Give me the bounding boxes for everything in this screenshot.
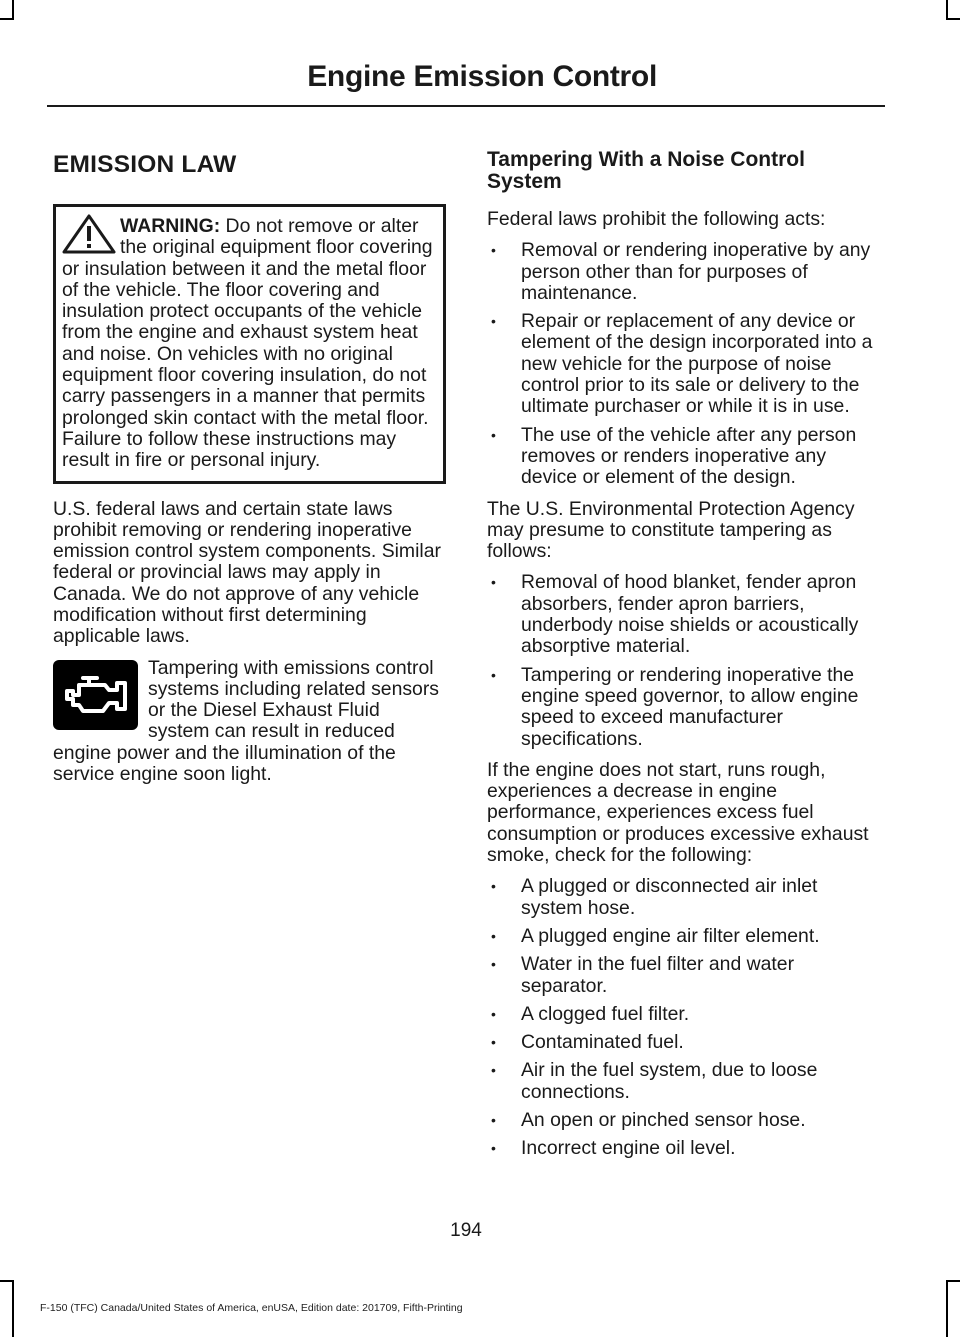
crop-mark xyxy=(946,0,948,20)
list-item: • Tampering or rendering inoperative the engine speed governor, to allow engine speed to exceed manufacturer specifications. xyxy=(487,665,880,750)
section-heading: EMISSION LAW xyxy=(53,151,237,178)
crop-mark xyxy=(946,1280,948,1337)
list-item: • Contaminated fuel. xyxy=(487,1032,880,1053)
crop-mark xyxy=(12,1280,14,1337)
list-item: • The use of the vehicle after any person removes or renders inoperative any device or element of the design. xyxy=(487,425,880,489)
list-item: • Air in the fuel system, due to loose connections. xyxy=(487,1060,880,1103)
list-item: • Removal of hood blanket, fender apron absorbers, fender apron barriers, underbody noise shields or acoustically absorptive material. xyxy=(487,572,880,657)
paragraph: The U.S. Environmental Protection Agency may presume to constitute tampering as follows: xyxy=(487,497,855,563)
bullet-list xyxy=(487,240,880,488)
list-item: • An open or pinched sensor hose. xyxy=(487,1110,880,1131)
warning-box xyxy=(53,204,446,484)
crop-mark xyxy=(0,18,14,20)
warning-triangle-icon xyxy=(62,214,116,254)
bullet-list xyxy=(487,876,880,1159)
paragraph: Tampering with emissions control systems including related sensors or the Diesel Exhaust Fluid system can result in reduced engine power and the illumination of the service engine soon light. xyxy=(53,656,439,786)
footer-text: F-150 (TFC) Canada/United States of America, enUSA, Edition date: 201709, Fifth-Printing xyxy=(40,1302,463,1314)
page-title: Engine Emission Control xyxy=(307,60,657,93)
warning-label: WARNING: xyxy=(120,214,221,237)
right-column xyxy=(487,140,880,1170)
list-item: • Repair or replacement of any device or element of the design incorporated into a new vehicle for the purpose of noise control prior to its sale or delivery to the ultimate purchaser or while it is in use. xyxy=(487,311,880,417)
section-heading: Tampering With a Noise Control System xyxy=(487,148,805,193)
bullet-list xyxy=(487,572,880,749)
engine-warning-icon xyxy=(53,660,138,730)
list-item: • Water in the fuel filter and water separator. xyxy=(487,954,880,997)
crop-mark xyxy=(946,1280,960,1282)
paragraph: U.S. federal laws and certain state laws prohibit removing or rendering inoperative emission control system components. Similar federal or provincial laws may apply in Canada. We do not approve of any vehicle modification without first determining applicable laws. xyxy=(53,497,441,648)
warning-text: Do not remove or alter the original equipment floor covering or insulation between it and the metal floor of the vehicle. The floor covering and insulation protect occupants of the vehicle from the engine and exhaust system heat and noise. On vehicles with no original equipment floor covering insulation, do not carry passengers in a manner that permits prolonged skin contact with the metal floor. Failure to follow these instructions may result in fire or personal injury. xyxy=(62,214,433,472)
paragraph: If the engine does not start, runs rough, experiences a decrease in engine performance, experiences excess fuel consumption or produces excessive exhaust smoke, check for the following: xyxy=(487,758,869,867)
paragraph: Federal laws prohibit the following acts: xyxy=(487,208,826,230)
list-item: • A clogged fuel filter. xyxy=(487,1004,880,1025)
list-item: • Incorrect engine oil level. xyxy=(487,1138,880,1159)
crop-mark xyxy=(946,18,960,20)
header-divider xyxy=(47,105,885,107)
list-item: • A plugged engine air filter element. xyxy=(487,926,880,947)
left-column xyxy=(53,140,446,795)
page-number: 194 xyxy=(450,1220,482,1241)
list-item: • Removal or rendering inoperative by any person other than for purposes of maintenance. xyxy=(487,240,880,304)
crop-mark xyxy=(0,1280,14,1282)
list-item: • A plugged or disconnected air inlet system hose. xyxy=(487,876,880,919)
crop-mark xyxy=(12,0,14,20)
